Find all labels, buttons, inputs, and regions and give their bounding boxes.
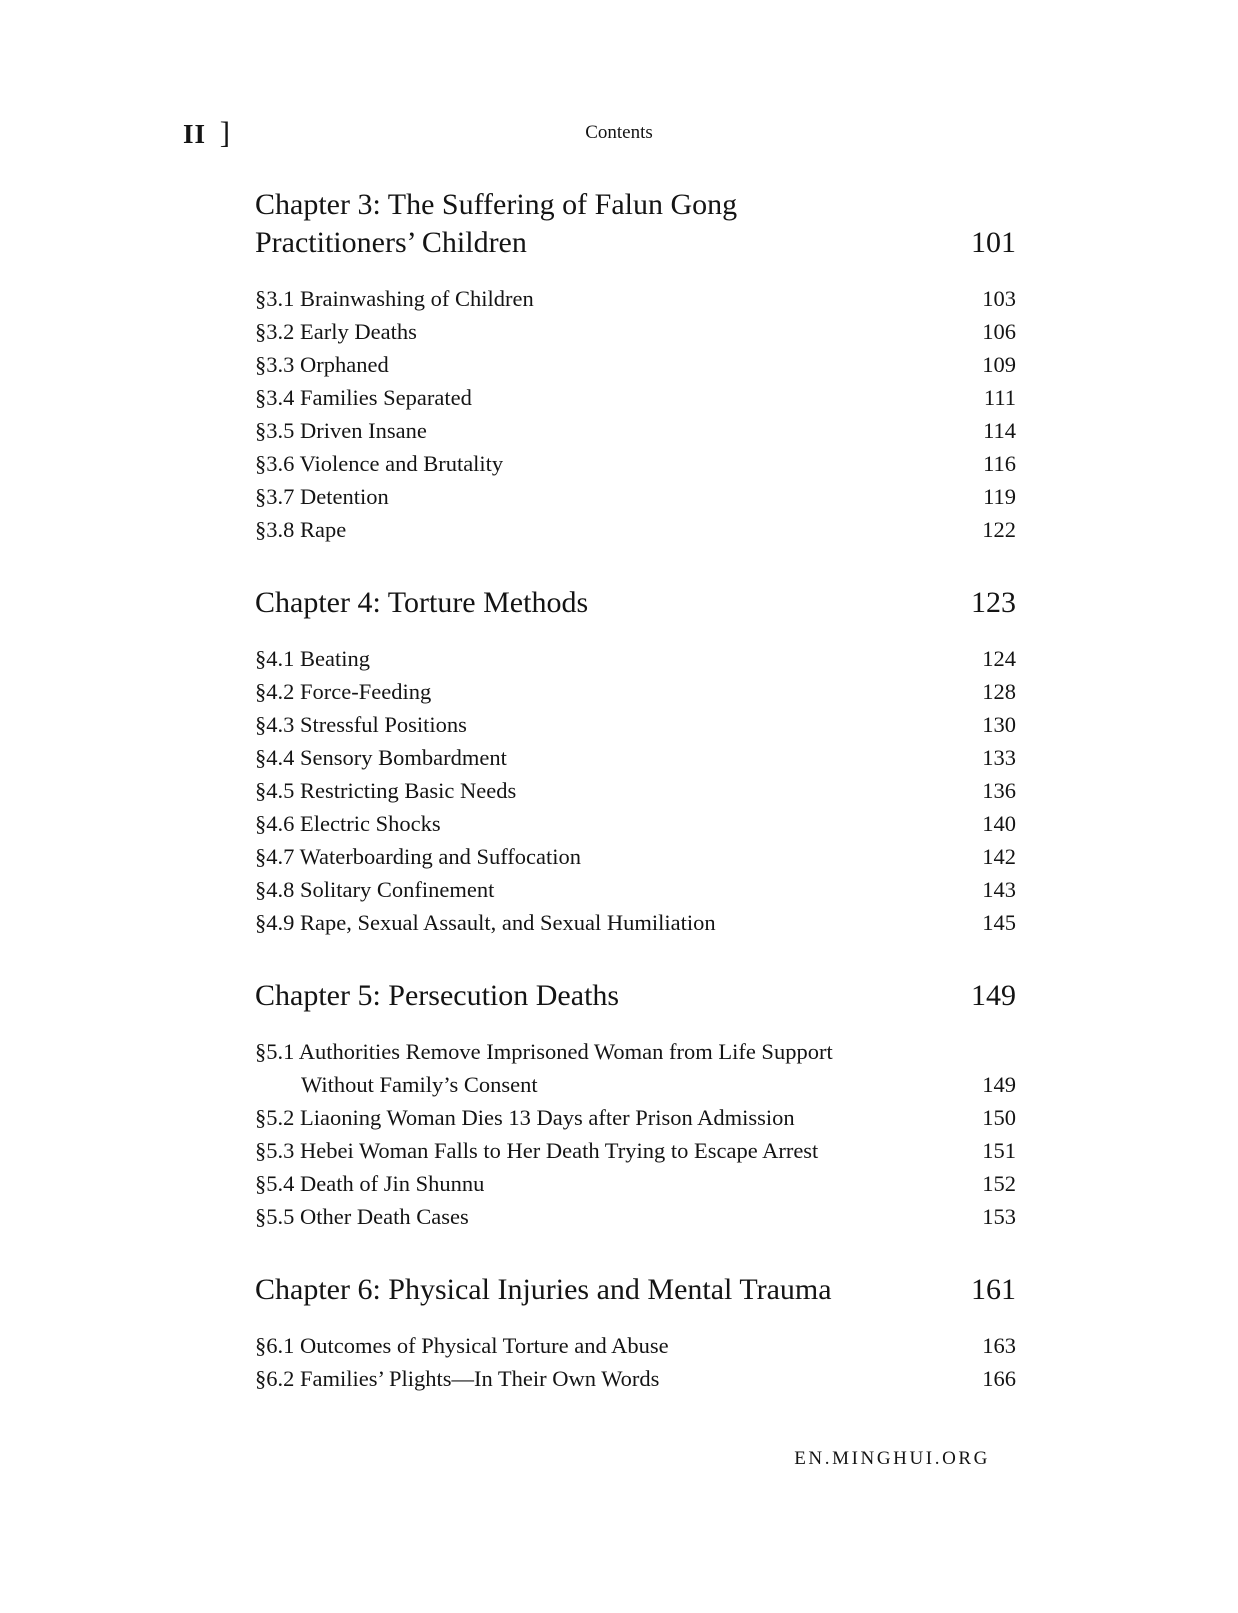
toc-entry-page: 106 [982, 319, 1016, 344]
toc-entry [255, 873, 1016, 906]
toc-entry-label: §4.4 Sensory Bombardment [255, 745, 507, 770]
chapter-title [255, 1271, 832, 1309]
running-head-title: Contents [585, 122, 653, 143]
toc-entry [255, 282, 1016, 315]
toc-entry [255, 1329, 1016, 1362]
chapter-section-list [255, 282, 1016, 546]
toc-entry-label: §4.3 Stressful Positions [255, 712, 467, 737]
toc-entry [255, 348, 1016, 381]
toc-entry-page: 133 [982, 745, 1016, 770]
toc-entry [255, 513, 1016, 546]
chapter-page-number: 123 [971, 586, 1016, 619]
toc-entry-label: §3.5 Driven Insane [255, 418, 427, 443]
toc-entry-label: §5.2 Liaoning Woman Dies 13 Days after Prison Admission [255, 1105, 795, 1130]
chapter-title-line: Chapter 6: Physical Injuries and Mental Trauma [255, 1273, 832, 1306]
toc-entry-page: 111 [983, 385, 1016, 410]
toc-entry-page: 109 [982, 352, 1016, 377]
toc-entry-label: §5.4 Death of Jin Shunnu [255, 1171, 485, 1196]
toc-entry-page: 136 [982, 778, 1016, 803]
toc-chapter-4 [255, 584, 1016, 939]
toc-entry-page: 124 [982, 646, 1016, 671]
toc-entry-label: §5.3 Hebei Woman Falls to Her Death Trying to Escape Arrest [255, 1138, 819, 1163]
toc-entry [255, 1200, 1016, 1233]
toc-entry-label: §4.9 Rape, Sexual Assault, and Sexual Humiliation [255, 910, 716, 935]
chapter-heading [255, 977, 1016, 1015]
table-of-contents [255, 186, 1016, 1395]
folio-bracket: ] [219, 115, 231, 150]
toc-entry-page: 166 [982, 1366, 1016, 1391]
chapter-page-number: 149 [971, 979, 1016, 1012]
chapter-title-line: Practitioners’ Children [255, 226, 527, 259]
chapter-page-number: 101 [971, 226, 1016, 259]
toc-entry-page: 145 [982, 910, 1016, 935]
toc-entry [255, 741, 1016, 774]
chapter-title [255, 186, 737, 262]
toc-entry-label [255, 1035, 833, 1101]
toc-chapter-6 [255, 1271, 1016, 1395]
toc-entry-label: §3.8 Rape [255, 517, 347, 542]
chapter-title-line: Chapter 4: Torture Methods [255, 586, 589, 619]
chapter-title [255, 584, 588, 622]
chapter-heading [255, 584, 1016, 622]
toc-entry [255, 315, 1016, 348]
toc-entry [255, 708, 1016, 741]
chapter-heading [255, 186, 1016, 262]
toc-entry [255, 840, 1016, 873]
chapter-page-number: 161 [971, 1273, 1016, 1306]
toc-entry [255, 1167, 1016, 1200]
toc-entry-label-line2: Without Family’s Consent [301, 1072, 538, 1097]
toc-chapter-3 [255, 186, 1016, 546]
toc-entry-page: 130 [982, 712, 1016, 737]
chapter-section-list [255, 1329, 1016, 1395]
toc-entry-label: §3.4 Families Separated [255, 385, 472, 410]
toc-entry [255, 1101, 1016, 1134]
toc-entry-page: 128 [982, 679, 1016, 704]
toc-entry [255, 642, 1016, 675]
chapter-section-list [255, 642, 1016, 939]
toc-entry [255, 906, 1016, 939]
toc-entry-page: 153 [982, 1204, 1016, 1229]
toc-entry-page: 143 [982, 877, 1016, 902]
chapter-section-list [255, 1035, 1016, 1233]
toc-entry-page: 151 [982, 1138, 1016, 1163]
toc-entry-label: §4.6 Electric Shocks [255, 811, 441, 836]
toc-entry-page: 114 [983, 418, 1016, 443]
toc-entry-label: §3.6 Violence and Brutality [255, 451, 504, 476]
toc-entry [255, 414, 1016, 447]
toc-entry-label: §3.1 Brainwashing of Children [255, 286, 534, 311]
chapter-title-line: Chapter 5: Persecution Deaths [255, 979, 620, 1012]
toc-entry-page: 152 [982, 1171, 1016, 1196]
running-header [0, 0, 1238, 154]
toc-entry-page: 149 [982, 1072, 1016, 1097]
toc-chapter-5 [255, 977, 1016, 1233]
toc-entry-label: §3.2 Early Deaths [255, 319, 417, 344]
toc-entry-label: §4.1 Beating [255, 646, 370, 671]
toc-entry [255, 1134, 1016, 1167]
toc-entry [255, 381, 1016, 414]
toc-entry-label: §4.8 Solitary Confinement [255, 877, 495, 902]
folio-roman-numeral: II [183, 119, 207, 149]
toc-entry-label: §5.5 Other Death Cases [255, 1204, 469, 1229]
toc-entry [255, 1035, 1016, 1101]
toc-entry-label: §6.2 Families’ Plights—In Their Own Words [255, 1366, 660, 1391]
chapter-title [255, 977, 619, 1015]
toc-entry [255, 675, 1016, 708]
toc-entry [255, 447, 1016, 480]
toc-entry [255, 480, 1016, 513]
toc-entry-label: §4.7 Waterboarding and Suffocation [255, 844, 582, 869]
toc-entry-page: 140 [982, 811, 1016, 836]
toc-entry [255, 1362, 1016, 1395]
toc-entry-page: 103 [982, 286, 1016, 311]
toc-entry-label: §3.3 Orphaned [255, 352, 389, 377]
toc-entry-label-line1: §5.1 Authorities Remove Imprisoned Woman from Life Support [255, 1039, 833, 1064]
toc-entry-label: §4.5 Restricting Basic Needs [255, 778, 517, 803]
footer-site-url: EN.MINGHUI.ORG [794, 1448, 990, 1469]
toc-entry-page: 142 [982, 844, 1016, 869]
toc-entry [255, 774, 1016, 807]
toc-entry-page: 150 [982, 1105, 1016, 1130]
toc-entry-label: §6.1 Outcomes of Physical Torture and Abuse [255, 1333, 669, 1358]
toc-entry-page: 119 [983, 484, 1016, 509]
chapter-heading [255, 1271, 1016, 1309]
toc-entry [255, 807, 1016, 840]
chapter-title-line: Chapter 3: The Suffering of Falun Gong [255, 188, 738, 221]
toc-entry-page: 116 [983, 451, 1016, 476]
page-footer [255, 1447, 990, 1471]
toc-entry-label: §4.2 Force-Feeding [255, 679, 432, 704]
toc-entry-page: 122 [982, 517, 1016, 542]
toc-entry-label: §3.7 Detention [255, 484, 389, 509]
toc-entry-page: 163 [982, 1333, 1016, 1358]
